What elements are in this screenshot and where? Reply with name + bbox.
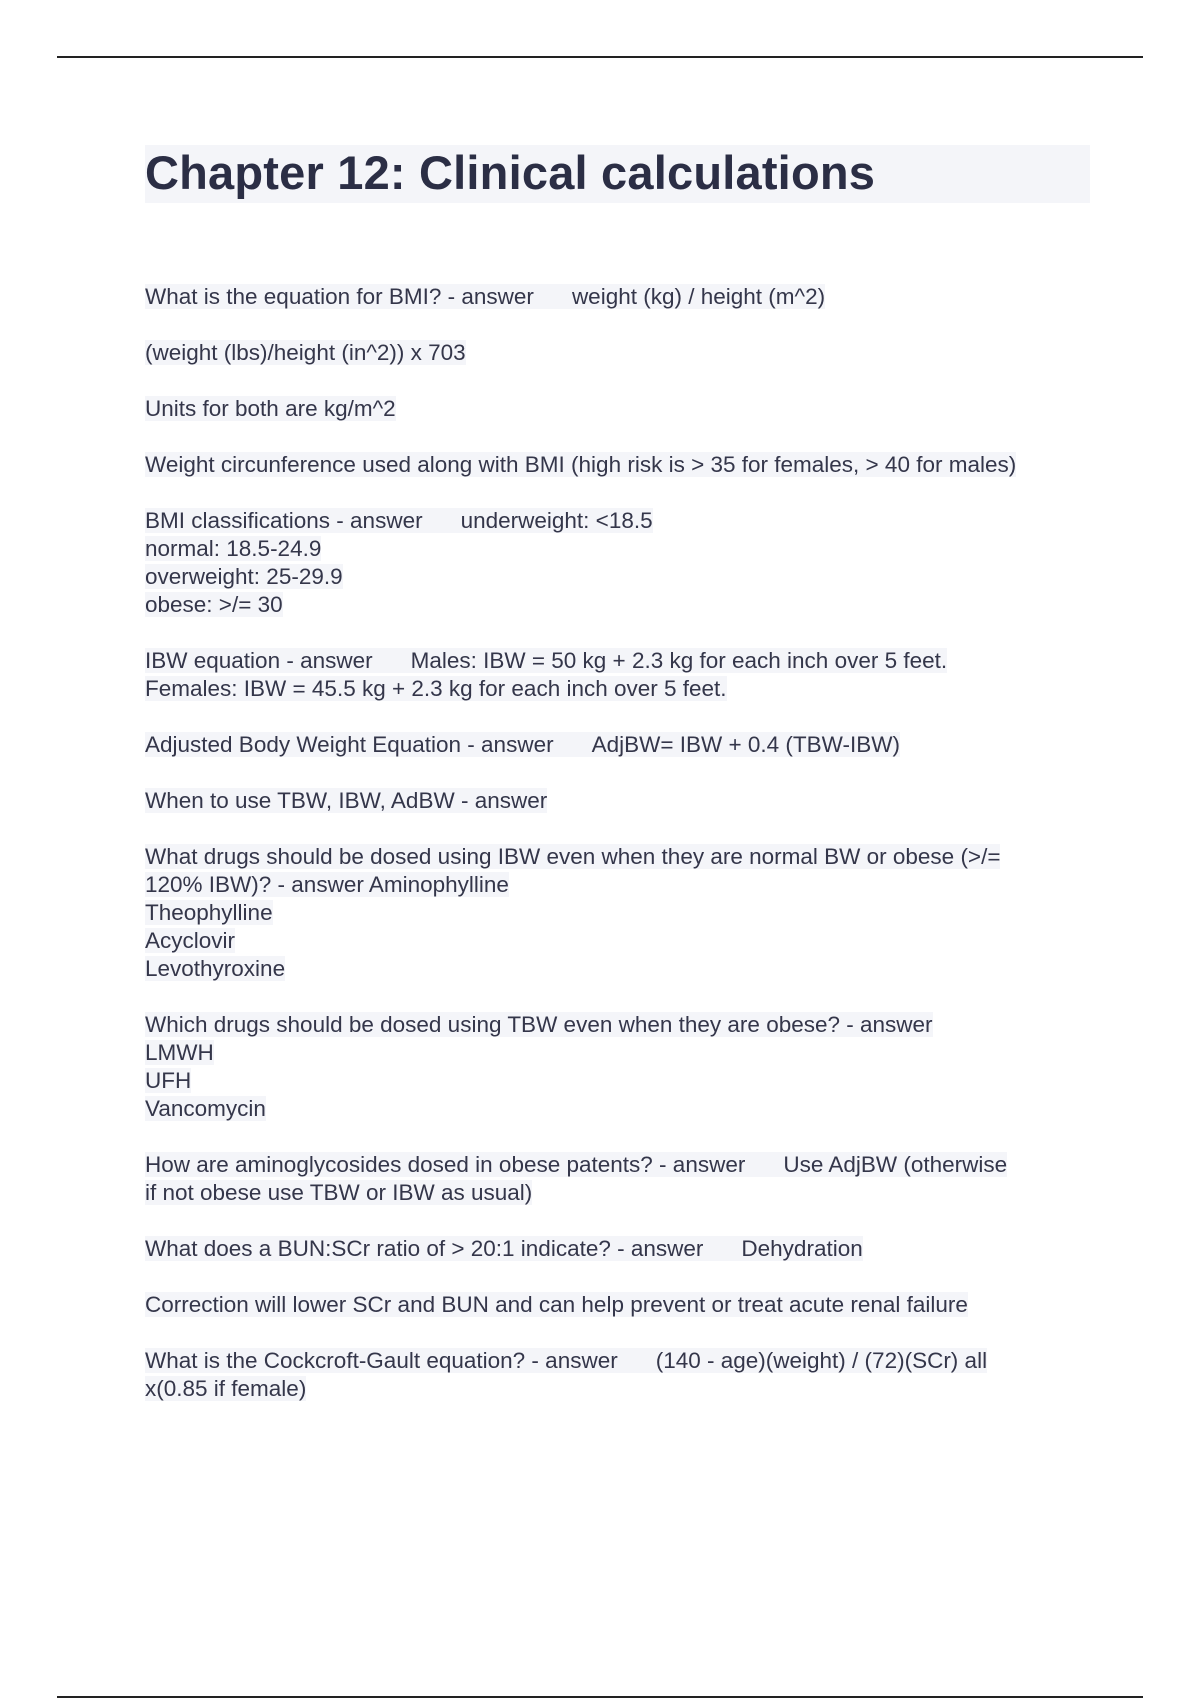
flashcard-continuation-line <box>145 1067 1090 1095</box>
top-rule <box>57 56 1143 58</box>
flashcard-item <box>145 395 1090 423</box>
flashcard-continuation-text: Females: IBW = 45.5 kg + 2.3 kg for each inch over 5 feet. <box>145 676 727 701</box>
flashcard-question: How are aminoglycosides dosed in obese patents? - answer <box>145 1152 746 1177</box>
flashcard-item <box>145 1151 1090 1207</box>
flashcard-first-line <box>145 507 1090 535</box>
flashcard-continuation-line <box>145 395 1090 423</box>
flashcard-continuation-text: UFH <box>145 1068 192 1093</box>
flashcard-first-line <box>145 787 1090 815</box>
flashcard-answer: Use AdjBW (otherwise <box>783 1152 1008 1177</box>
flashcard-answer: Males: IBW = 50 kg + 2.3 kg for each inch over 5 feet. <box>410 648 948 673</box>
flashcard-question: What does a BUN:SCr ratio of > 20:1 indicate? - answer <box>145 1236 704 1261</box>
flashcard-continuation-text: Vancomycin <box>145 1096 266 1121</box>
flashcard-continuation-line <box>145 591 1090 619</box>
flashcard-question: What drugs should be dosed using IBW even when they are normal BW or obese (>/= <box>145 844 1001 869</box>
flashcard-continuation-text: Units for both are kg/m^2 <box>145 396 396 421</box>
flashcard-first-line-text <box>145 844 1000 869</box>
flashcard-item <box>145 731 1090 759</box>
flashcard-first-line-text <box>145 648 947 673</box>
flashcard-continuation-line <box>145 1375 1090 1403</box>
flashcard-first-line <box>145 1151 1090 1179</box>
flashcard-continuation-text: normal: 18.5-24.9 <box>145 536 322 561</box>
flashcard-item <box>145 1011 1090 1123</box>
flashcard-continuation-text: Theophylline <box>145 900 273 925</box>
flashcard-first-line-text <box>145 732 900 757</box>
flashcard-first-line-text <box>145 1348 987 1373</box>
flashcard-continuation-line <box>145 535 1090 563</box>
flashcard-item <box>145 1347 1090 1403</box>
flashcard-first-line-text <box>145 284 825 309</box>
flashcard-list <box>145 283 1090 1403</box>
flashcard-question: BMI classifications - answer <box>145 508 423 533</box>
page-content <box>145 145 1090 1431</box>
flashcard-first-line-text <box>145 1012 933 1037</box>
flashcard-question: When to use TBW, IBW, AdBW - answer <box>145 788 548 813</box>
flashcard-first-line <box>145 1235 1090 1263</box>
flashcard-continuation-text: if not obese use TBW or IBW as usual) <box>145 1180 533 1205</box>
flashcard-continuation-line <box>145 871 1090 899</box>
flashcard-item <box>145 1291 1090 1319</box>
flashcard-first-line <box>145 283 1090 311</box>
flashcard-continuation-text: x(0.85 if female) <box>145 1376 307 1401</box>
flashcard-first-line <box>145 1347 1090 1375</box>
flashcard-continuation-text: 120% IBW)? - answer Aminophylline <box>145 872 509 897</box>
flashcard-item <box>145 507 1090 619</box>
flashcard-answer: underweight: <18.5 <box>460 508 653 533</box>
flashcard-item <box>145 283 1090 311</box>
flashcard-continuation-text: overweight: 25-29.9 <box>145 564 343 589</box>
flashcard-first-line <box>145 647 1090 675</box>
flashcard-item <box>145 843 1090 983</box>
flashcard-first-line-text <box>145 1152 1007 1177</box>
flashcard-continuation-line <box>145 1179 1090 1207</box>
flashcard-first-line <box>145 843 1090 871</box>
flashcard-continuation-text: (weight (lbs)/height (in^2)) x 703 <box>145 340 466 365</box>
flashcard-question: What is the equation for BMI? - answer <box>145 284 534 309</box>
flashcard-question: What is the Cockcroft-Gault equation? - answer <box>145 1348 618 1373</box>
flashcard-item <box>145 451 1090 479</box>
flashcard-continuation-line <box>145 339 1090 367</box>
flashcard-continuation-text: Correction will lower SCr and BUN and can help prevent or treat acute renal failure <box>145 1292 968 1317</box>
flashcard-question: IBW equation - answer <box>145 648 373 673</box>
flashcard-continuation-line <box>145 899 1090 927</box>
flashcard-item <box>145 339 1090 367</box>
flashcard-first-line-text <box>145 788 547 813</box>
flashcard-continuation-line <box>145 563 1090 591</box>
flashcard-first-line-text <box>145 1236 863 1261</box>
flashcard-continuation-text: LMWH <box>145 1040 214 1065</box>
page-title: Chapter 12: Clinical calculations <box>145 145 1090 203</box>
flashcard-item <box>145 787 1090 815</box>
flashcard-answer: AdjBW= IBW + 0.4 (TBW-IBW) <box>591 732 900 757</box>
flashcard-question: Which drugs should be dosed using TBW even when they are obese? - answer <box>145 1012 933 1037</box>
flashcard-continuation-text: Weight circunference used along with BMI (high risk is > 35 for females, > 40 for males) <box>145 452 1017 477</box>
flashcard-item <box>145 1235 1090 1263</box>
flashcard-continuation-line <box>145 927 1090 955</box>
flashcard-question: Adjusted Body Weight Equation - answer <box>145 732 554 757</box>
flashcard-answer: (140 - age)(weight) / (72)(SCr) all <box>655 1348 988 1373</box>
flashcard-continuation-line <box>145 451 1090 479</box>
flashcard-item <box>145 647 1090 703</box>
flashcard-answer: weight (kg) / height (m^2) <box>571 284 826 309</box>
flashcard-continuation-line <box>145 675 1090 703</box>
flashcard-continuation-line <box>145 1291 1090 1319</box>
flashcard-continuation-line <box>145 1095 1090 1123</box>
flashcard-first-line <box>145 731 1090 759</box>
flashcard-continuation-line <box>145 1039 1090 1067</box>
flashcard-answer: Dehydration <box>741 1236 863 1261</box>
bottom-rule <box>57 1696 1143 1698</box>
flashcard-continuation-line <box>145 955 1090 983</box>
flashcard-continuation-text: obese: >/= 30 <box>145 592 283 617</box>
flashcard-continuation-text: Levothyroxine <box>145 956 286 981</box>
flashcard-first-line-text <box>145 508 653 533</box>
flashcard-continuation-text: Acyclovir <box>145 928 236 953</box>
flashcard-first-line <box>145 1011 1090 1039</box>
